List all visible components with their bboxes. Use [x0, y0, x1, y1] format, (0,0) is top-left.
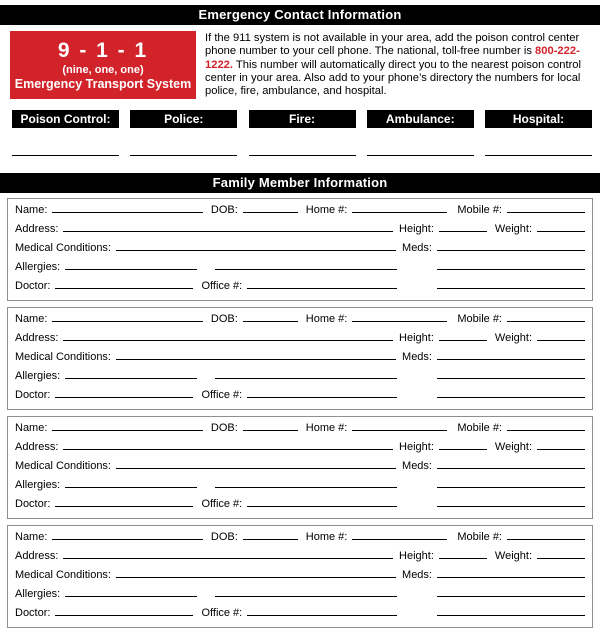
family-row-medical	[15, 350, 585, 369]
poison-control-label: Poison Control:	[12, 110, 119, 128]
family-row-allergies	[15, 369, 585, 388]
medical-conditions-fill-line[interactable]	[116, 459, 396, 469]
address-fill-line[interactable]	[63, 440, 393, 450]
family-row-allergies	[15, 260, 585, 279]
family-row-address	[15, 222, 585, 241]
dob-label: DOB:	[210, 204, 238, 216]
family-member-block	[7, 307, 593, 410]
contact-column-poison-control	[12, 110, 119, 156]
poison-control-phone-number: 800-222-1222.	[205, 45, 580, 71]
meds-continuation-line[interactable]	[437, 388, 585, 398]
allergies-label: Allergies:	[15, 370, 61, 382]
family-row-address	[15, 440, 585, 459]
home-phone-fill-line[interactable]	[352, 530, 447, 540]
family-row-doctor	[15, 606, 585, 625]
dob-label: DOB:	[210, 313, 238, 325]
meds-fill-line[interactable]	[437, 241, 585, 251]
fire-fill-line[interactable]	[249, 155, 356, 156]
ambulance-label: Ambulance:	[367, 110, 474, 128]
family-row-name	[15, 312, 585, 331]
meds-label: Meds:	[402, 351, 432, 363]
intro-text-before: If the 911 system is not available in your area, add the poison control center phone number to your cell phone. The national, toll-free number is	[205, 32, 580, 58]
dob-label: DOB:	[210, 531, 238, 543]
weight-label: Weight:	[494, 550, 532, 562]
family-section-title: Family Member Information	[0, 173, 600, 193]
meds-fill-line[interactable]	[437, 459, 585, 469]
family-blocks	[0, 198, 600, 628]
name-label: Name:	[15, 313, 48, 325]
home-phone-fill-line[interactable]	[352, 421, 447, 431]
contact-column-fire	[249, 110, 356, 156]
family-row-medical	[15, 459, 585, 478]
allergies-continuation-line[interactable]	[215, 478, 397, 488]
family-row-address	[15, 331, 585, 350]
doctor-fill-line[interactable]	[55, 388, 193, 398]
intro-section	[10, 31, 590, 99]
medical-conditions-fill-line[interactable]	[116, 568, 396, 578]
doctor-fill-line[interactable]	[55, 497, 193, 507]
height-fill-line[interactable]	[439, 331, 487, 341]
address-label: Address:	[15, 441, 59, 453]
name-fill-line[interactable]	[52, 312, 202, 322]
office-phone-fill-line[interactable]	[247, 279, 397, 289]
mobile-phone-label: Mobile #:	[457, 204, 502, 216]
dob-fill-line[interactable]	[243, 312, 298, 322]
family-member-block	[7, 525, 593, 628]
meds-continuation-line[interactable]	[437, 279, 585, 289]
doctor-fill-line[interactable]	[55, 279, 193, 289]
meds-label: Meds:	[402, 569, 432, 581]
medical-conditions-label: Medical Conditions:	[15, 569, 111, 581]
allergies-fill-line[interactable]	[65, 369, 197, 379]
emergency-subtitle: Emergency Transport System	[14, 76, 192, 91]
contact-column-hospital	[485, 110, 592, 156]
police-fill-line[interactable]	[130, 155, 237, 156]
office-phone-label: Office #:	[201, 607, 243, 619]
height-label: Height:	[399, 550, 434, 562]
meds-fill-line[interactable]	[437, 568, 585, 578]
family-row-name	[15, 530, 585, 549]
mobile-phone-fill-line[interactable]	[507, 421, 585, 431]
family-row-medical	[15, 568, 585, 587]
allergies-label: Allergies:	[15, 588, 61, 600]
meds-continuation-line[interactable]	[437, 606, 585, 616]
dob-fill-line[interactable]	[243, 530, 298, 540]
family-row-doctor	[15, 497, 585, 516]
office-phone-fill-line[interactable]	[247, 606, 397, 616]
address-fill-line[interactable]	[63, 222, 393, 232]
police-label: Police:	[130, 110, 237, 128]
mobile-phone-fill-line[interactable]	[507, 312, 585, 322]
address-label: Address:	[15, 332, 59, 344]
office-phone-fill-line[interactable]	[247, 388, 397, 398]
emergency-contacts-row	[12, 110, 592, 156]
weight-fill-line[interactable]	[537, 549, 585, 559]
family-row-name	[15, 203, 585, 222]
family-row-doctor	[15, 279, 585, 298]
name-label: Name:	[15, 422, 48, 434]
weight-fill-line[interactable]	[537, 331, 585, 341]
allergies-fill-line[interactable]	[65, 478, 197, 488]
doctor-label: Doctor:	[15, 389, 51, 401]
home-phone-label: Home #:	[305, 204, 348, 216]
hospital-fill-line[interactable]	[485, 155, 592, 156]
doctor-label: Doctor:	[15, 280, 51, 292]
height-label: Height:	[399, 223, 434, 235]
name-fill-line[interactable]	[52, 203, 202, 213]
medical-conditions-label: Medical Conditions:	[15, 242, 111, 254]
height-label: Height:	[399, 332, 434, 344]
dob-fill-line[interactable]	[243, 203, 298, 213]
family-row-name	[15, 421, 585, 440]
intro-text-after: This number will automatically direct you to the nearest poison control center in your area. Also add to your phone’s directory the numbers for local police, fire, ambulance, and hospital.	[205, 58, 582, 98]
page-title: Emergency Contact Information	[0, 5, 600, 25]
allergies-label: Allergies:	[15, 261, 61, 273]
meds-continuation-line[interactable]	[437, 369, 585, 379]
allergies-fill-line[interactable]	[65, 260, 197, 270]
ambulance-fill-line[interactable]	[367, 155, 474, 156]
doctor-label: Doctor:	[15, 607, 51, 619]
address-label: Address:	[15, 550, 59, 562]
home-phone-label: Home #:	[305, 531, 348, 543]
meds-fill-line[interactable]	[437, 350, 585, 360]
height-fill-line[interactable]	[439, 549, 487, 559]
office-phone-label: Office #:	[201, 389, 243, 401]
contact-column-police	[130, 110, 237, 156]
mobile-phone-label: Mobile #:	[457, 313, 502, 325]
meds-continuation-line[interactable]	[437, 260, 585, 270]
family-member-block	[7, 198, 593, 301]
height-label: Height:	[399, 441, 434, 453]
mobile-phone-label: Mobile #:	[457, 422, 502, 434]
dob-label: DOB:	[210, 422, 238, 434]
family-row-allergies	[15, 478, 585, 497]
name-fill-line[interactable]	[52, 421, 202, 431]
allergies-continuation-line[interactable]	[215, 587, 397, 597]
family-row-medical	[15, 241, 585, 260]
home-phone-fill-line[interactable]	[352, 203, 447, 213]
allergies-continuation-line[interactable]	[215, 369, 397, 379]
meds-label: Meds:	[402, 242, 432, 254]
home-phone-label: Home #:	[305, 422, 348, 434]
medical-conditions-label: Medical Conditions:	[15, 351, 111, 363]
address-fill-line[interactable]	[63, 549, 393, 559]
fire-label: Fire:	[249, 110, 356, 128]
mobile-phone-label: Mobile #:	[457, 531, 502, 543]
weight-label: Weight:	[494, 441, 532, 453]
hospital-label: Hospital:	[485, 110, 592, 128]
name-fill-line[interactable]	[52, 530, 202, 540]
address-label: Address:	[15, 223, 59, 235]
emergency-911-box	[10, 31, 196, 99]
emergency-number: 9 - 1 - 1	[57, 38, 149, 62]
home-phone-label: Home #:	[305, 313, 348, 325]
office-phone-fill-line[interactable]	[247, 497, 397, 507]
name-label: Name:	[15, 204, 48, 216]
meds-continuation-line[interactable]	[437, 478, 585, 488]
family-row-doctor	[15, 388, 585, 407]
allergies-continuation-line[interactable]	[215, 260, 397, 270]
doctor-fill-line[interactable]	[55, 606, 193, 616]
meds-continuation-line[interactable]	[437, 497, 585, 507]
weight-fill-line[interactable]	[537, 222, 585, 232]
intro-paragraph	[205, 31, 590, 99]
office-phone-label: Office #:	[201, 498, 243, 510]
meds-continuation-line[interactable]	[437, 587, 585, 597]
weight-fill-line[interactable]	[537, 440, 585, 450]
height-fill-line[interactable]	[439, 440, 487, 450]
address-fill-line[interactable]	[63, 331, 393, 341]
family-row-address	[15, 549, 585, 568]
mobile-phone-fill-line[interactable]	[507, 530, 585, 540]
weight-label: Weight:	[494, 332, 532, 344]
family-member-block	[7, 416, 593, 519]
dob-fill-line[interactable]	[243, 421, 298, 431]
weight-label: Weight:	[494, 223, 532, 235]
allergies-fill-line[interactable]	[65, 587, 197, 597]
poison-control-fill-line[interactable]	[12, 155, 119, 156]
mobile-phone-fill-line[interactable]	[507, 203, 585, 213]
emergency-number-spelled: (nine, one, one)	[62, 63, 144, 76]
home-phone-fill-line[interactable]	[352, 312, 447, 322]
allergies-label: Allergies:	[15, 479, 61, 491]
contact-column-ambulance	[367, 110, 474, 156]
doctor-label: Doctor:	[15, 498, 51, 510]
height-fill-line[interactable]	[439, 222, 487, 232]
medical-conditions-label: Medical Conditions:	[15, 460, 111, 472]
meds-label: Meds:	[402, 460, 432, 472]
family-row-allergies	[15, 587, 585, 606]
medical-conditions-fill-line[interactable]	[116, 350, 396, 360]
medical-conditions-fill-line[interactable]	[116, 241, 396, 251]
office-phone-label: Office #:	[201, 280, 243, 292]
name-label: Name:	[15, 531, 48, 543]
